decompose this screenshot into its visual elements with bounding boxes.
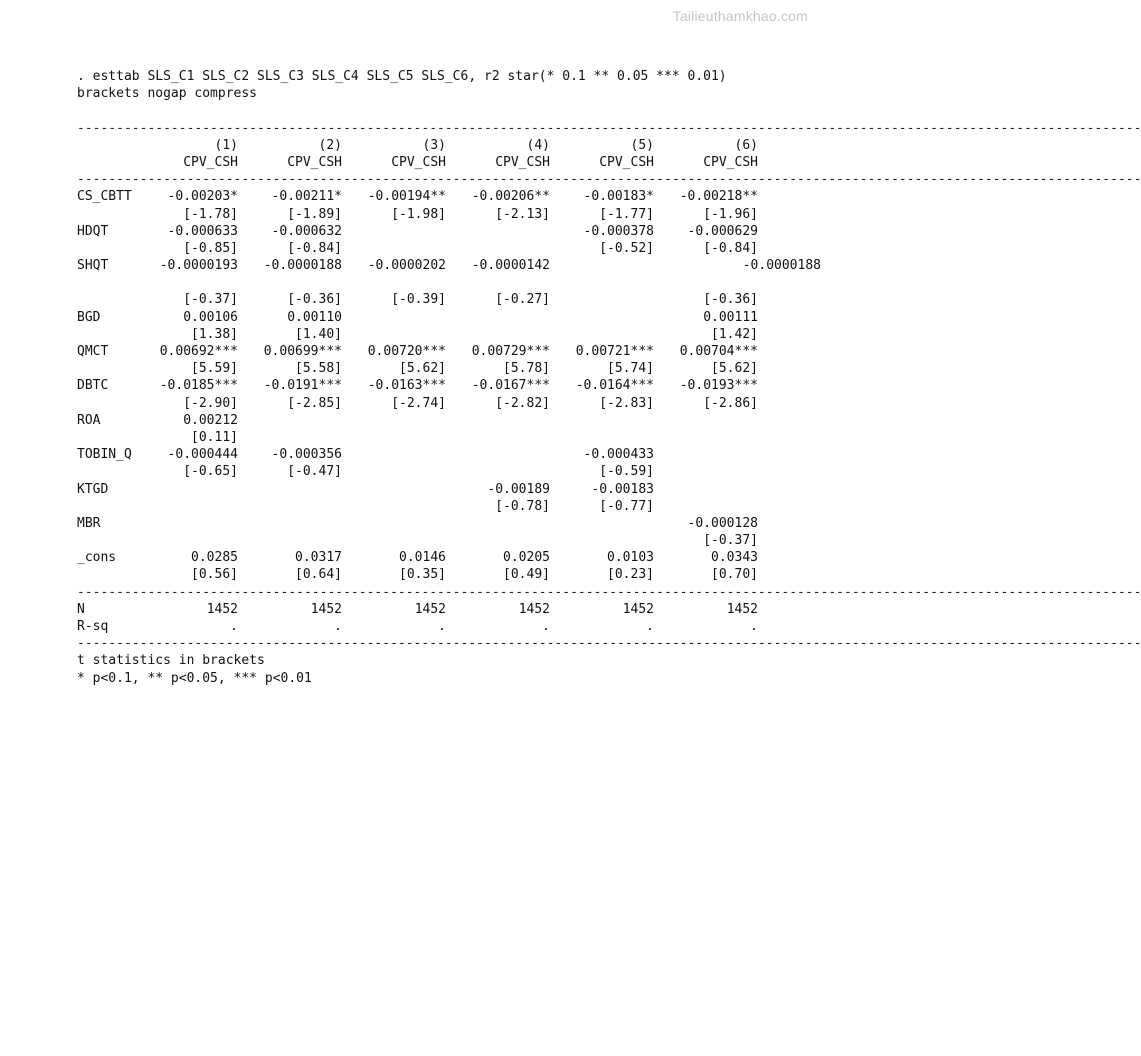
- stat-cell: .: [750, 619, 758, 634]
- coef-cell: -0.000378: [583, 223, 654, 239]
- tstat-row-hdqt: [77, 240, 801, 257]
- coef-cell: -0.000356: [271, 447, 342, 463]
- command-options-line: brackets nogap compress: [77, 86, 258, 102]
- tstat-cell: [0.11]: [191, 429, 238, 445]
- stat-cell: 1452: [726, 601, 758, 617]
- coef-cell: -0.0191***: [263, 378, 342, 394]
- coef-row-cs-cbtt: [77, 188, 801, 205]
- tstat-cell: [-2.13]: [495, 206, 550, 222]
- coef-cell: -0.0164***: [575, 378, 654, 394]
- coef-cell: 0.0285: [191, 550, 238, 566]
- coef-cell: 0.0205: [503, 550, 550, 566]
- depvar-label: CPV_CSH: [703, 154, 758, 170]
- coef-cell: -0.00206**: [471, 189, 550, 205]
- stat-cell: 1452: [310, 601, 342, 617]
- tstat-row-dbtc: [77, 395, 801, 412]
- stat-label: R-sq: [77, 619, 109, 634]
- tstat-cell: [-0.39]: [391, 292, 446, 308]
- rule-header: ----------------------------------------------------------------------------------------------------------------------------------------: [77, 172, 1141, 188]
- coef-cell: 0.00704***: [679, 344, 758, 359]
- stat-row-n: [77, 601, 801, 618]
- tstat-cell: [5.62]: [711, 361, 758, 377]
- tstat-row-shqt: [77, 291, 801, 308]
- tstat-cell: [-0.84]: [287, 240, 342, 256]
- model-number: (5): [630, 137, 654, 153]
- header-depvars: [77, 154, 801, 171]
- coef-cell: 0.00106: [183, 309, 238, 325]
- stat-label: N: [77, 601, 85, 617]
- tstat-row-bgd: [77, 326, 801, 343]
- model-number: (1): [214, 137, 238, 153]
- rule-top: ----------------------------------------------------------------------------------------------------------------------------------------: [77, 120, 1141, 136]
- footnote-tstat: t statistics in brackets: [77, 653, 265, 669]
- tstat-cell: [-0.52]: [599, 240, 654, 256]
- coef-cell: 0.00699***: [263, 344, 342, 359]
- tstat-cell: [-0.59]: [599, 464, 654, 480]
- tstat-row-roa: [77, 429, 801, 446]
- variable-label: TOBIN_Q: [77, 447, 132, 463]
- rule-stats: ----------------------------------------------------------------------------------------------------------------------------------------: [77, 584, 1141, 600]
- model-number: (2): [318, 137, 342, 153]
- tstat-cell: [1.42]: [711, 326, 758, 342]
- stat-cell: 1452: [414, 601, 446, 617]
- coef-row-qmct: [77, 343, 801, 360]
- tstat-cell: [-0.84]: [703, 240, 758, 256]
- variable-label: DBTC: [77, 378, 109, 394]
- depvar-label: CPV_CSH: [495, 154, 550, 170]
- coef-cell: -0.000632: [271, 223, 342, 239]
- tstat-row-cs-cbtt: [77, 206, 801, 223]
- tstat-cell: [0.35]: [399, 567, 446, 583]
- tstat-cell: [-1.78]: [183, 206, 238, 222]
- coef-cell: -0.0000202: [367, 258, 446, 274]
- tstat-row-tobin-q: [77, 463, 801, 480]
- tstat-cell: [-2.83]: [599, 395, 654, 411]
- tstat-cell: [-1.89]: [287, 206, 342, 222]
- tstat-cell: [0.64]: [295, 567, 342, 583]
- coef-row-hdqt: [77, 223, 801, 240]
- model-number: (6): [734, 137, 758, 153]
- coef-row-mbr: [77, 515, 801, 532]
- coef-cell: 0.0317: [295, 550, 342, 566]
- variable-label: HDQT: [77, 223, 109, 239]
- coef-cell: -0.000444: [167, 447, 238, 463]
- coef-cell: -0.0000142: [471, 258, 550, 274]
- coef-cell: -0.00194**: [367, 189, 446, 205]
- coef-cell: -0.0185***: [159, 378, 238, 394]
- depvar-label: CPV_CSH: [391, 154, 446, 170]
- coef-cell: 0.00729***: [471, 344, 550, 359]
- tstat-cell: [0.70]: [711, 567, 758, 583]
- stat-cell: .: [230, 619, 238, 634]
- tstat-cell: [-0.77]: [599, 498, 654, 514]
- coef-cell: 0.00212: [183, 412, 238, 428]
- tstat-cell: [1.38]: [191, 326, 238, 342]
- coef-cell: -0.000128: [687, 515, 758, 531]
- tstat-cell: [-0.27]: [495, 292, 550, 308]
- coef-cell: -0.00211*: [271, 189, 342, 205]
- stat-row-rsq: [77, 618, 801, 635]
- tstat-cell: [-0.36]: [703, 292, 758, 308]
- tstat-cell: [0.23]: [607, 567, 654, 583]
- variable-label: BGD: [77, 309, 101, 325]
- variable-label: MBR: [77, 515, 101, 531]
- coef-cell: -0.00189: [487, 481, 550, 497]
- variable-label: QMCT: [77, 344, 109, 359]
- depvar-label: CPV_CSH: [287, 154, 342, 170]
- depvar-label: CPV_CSH: [183, 154, 238, 170]
- coef-cell: 0.00720***: [367, 344, 446, 359]
- coef-cell: 0.0146: [399, 550, 446, 566]
- coef-cell: 0.00111: [703, 309, 758, 325]
- header-model-numbers: [77, 137, 801, 154]
- coef-cell: 0.0343: [711, 550, 758, 566]
- tstat-cell: [-0.37]: [703, 533, 758, 549]
- esttab-output: [77, 68, 1141, 687]
- tstat-row-mbr: [77, 532, 801, 549]
- coef-cell: -0.0000188: [263, 258, 342, 274]
- coef-row-roa: [77, 412, 801, 429]
- coef-row-dbtc: [77, 377, 801, 394]
- coef-row-shqt: [77, 257, 821, 274]
- variable-label: _cons: [77, 550, 117, 566]
- stat-cell: 1452: [206, 601, 238, 617]
- tstat-cell: [-0.47]: [287, 464, 342, 480]
- coef-cell: -0.00203*: [167, 189, 238, 205]
- coef-row-cons: [77, 549, 801, 566]
- watermark: Tailieuthamkhao.com: [672, 8, 808, 24]
- tstat-cell: [-2.82]: [495, 395, 550, 411]
- stat-cell: .: [334, 619, 342, 634]
- variable-label: ROA: [77, 412, 101, 428]
- tstat-cell: [-1.96]: [703, 206, 758, 222]
- tstat-cell: [-0.36]: [287, 292, 342, 308]
- tstat-cell: [0.49]: [503, 567, 550, 583]
- variable-label: KTGD: [77, 481, 109, 497]
- tstat-cell: [-0.37]: [183, 292, 238, 308]
- command-line: . esttab SLS_C1 SLS_C2 SLS_C3 SLS_C4 SLS_C5 SLS_C6, r2 star(* 0.1 ** 0.05 *** 0.01): [77, 69, 727, 84]
- tstat-cell: [-1.98]: [391, 206, 446, 222]
- tstat-cell: [5.62]: [399, 361, 446, 377]
- coef-cell: 0.00110: [287, 309, 342, 325]
- stat-cell: .: [438, 619, 446, 634]
- coef-cell: 0.0103: [607, 550, 654, 566]
- tstat-cell: [5.78]: [503, 361, 550, 377]
- tstat-row-ktgd: [77, 498, 801, 515]
- coef-cell: -0.00183*: [583, 189, 654, 205]
- coef-cell: -0.000629: [687, 223, 758, 239]
- tstat-row-qmct: [77, 360, 801, 377]
- rule-bottom: ----------------------------------------------------------------------------------------------------------------------------------------: [77, 636, 1141, 652]
- model-number: (3): [422, 137, 446, 153]
- stat-cell: .: [646, 619, 654, 634]
- coef-row-ktgd: [77, 481, 801, 498]
- coef-cell: 0.00721***: [575, 344, 654, 359]
- coef-cell: -0.0167***: [471, 378, 550, 394]
- tstat-cell: [5.59]: [191, 361, 238, 377]
- stat-cell: 1452: [622, 601, 654, 617]
- tstat-cell: [-0.78]: [495, 498, 550, 514]
- tstat-cell: [1.40]: [295, 326, 342, 342]
- coef-cell: -0.000633: [167, 223, 238, 239]
- tstat-cell: [0.56]: [191, 567, 238, 583]
- variable-label: CS_CBTT: [77, 189, 132, 205]
- tstat-row-cons: [77, 566, 801, 583]
- variable-label: SHQT: [77, 258, 109, 274]
- coef-cell: -0.0000193: [159, 258, 238, 274]
- model-number: (4): [526, 137, 550, 153]
- coef-cell: -0.00218**: [679, 189, 758, 205]
- tstat-cell: [5.74]: [607, 361, 654, 377]
- coef-row-tobin-q: [77, 446, 801, 463]
- depvar-label: CPV_CSH: [599, 154, 654, 170]
- coef-cell: -0.0193***: [679, 378, 758, 394]
- stat-cell: 1452: [518, 601, 550, 617]
- tstat-cell: [-2.90]: [183, 395, 238, 411]
- coef-cell: -0.0000188: [742, 258, 821, 274]
- stat-cell: .: [542, 619, 550, 634]
- tstat-cell: [-1.77]: [599, 206, 654, 222]
- tstat-cell: [-0.85]: [183, 240, 238, 256]
- coef-cell: -0.0163***: [367, 378, 446, 394]
- tstat-cell: [-2.85]: [287, 395, 342, 411]
- coef-cell: -0.00183: [591, 481, 654, 497]
- footnote-significance: * p<0.1, ** p<0.05, *** p<0.01: [77, 670, 312, 686]
- tstat-cell: [-0.65]: [183, 464, 238, 480]
- tstat-cell: [-2.74]: [391, 395, 446, 411]
- tstat-cell: [-2.86]: [703, 395, 758, 411]
- coef-cell: -0.000433: [583, 447, 654, 463]
- coef-cell: 0.00692***: [159, 344, 238, 359]
- tstat-cell: [5.58]: [295, 361, 342, 377]
- coef-row-bgd: [77, 309, 801, 326]
